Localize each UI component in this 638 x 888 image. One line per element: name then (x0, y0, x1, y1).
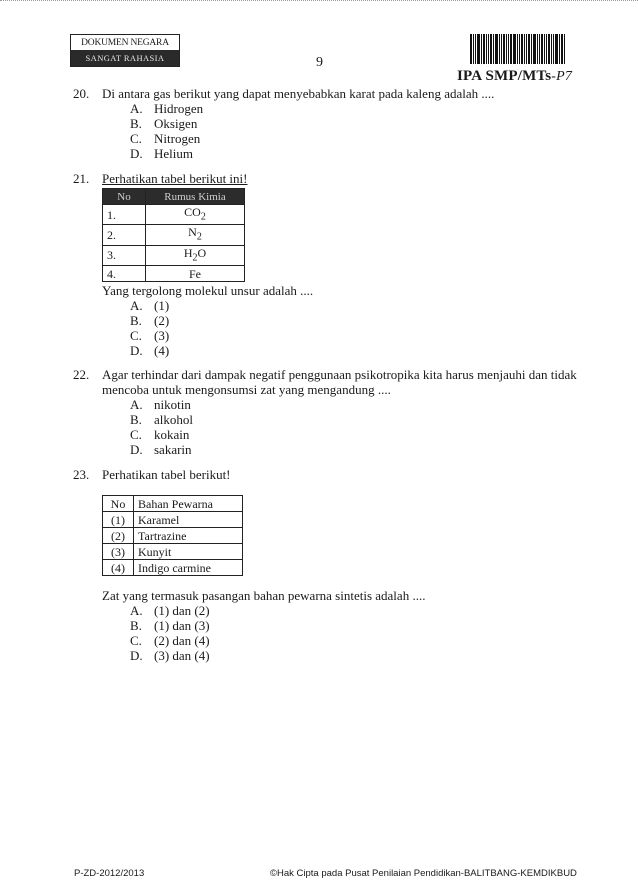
question-number: 23. (73, 467, 90, 482)
options (130, 101, 203, 161)
barcode-bar (531, 34, 532, 64)
question-stem: Yang tergolong molekul unsur adalah .... (102, 283, 314, 298)
barcode-bar (495, 34, 498, 64)
option-b: B. (1) dan (3) (130, 618, 210, 633)
question-21 (0, 171, 638, 361)
barcode-bar (517, 34, 518, 64)
barcode-bar (519, 34, 520, 64)
question-text: Perhatikan tabel berikut! (102, 467, 231, 482)
option-d: D. (3) dan (4) (130, 648, 210, 663)
footer-code: P-ZD-2012/2013 (74, 868, 145, 879)
secret-label: SANGAT RAHASIA (71, 50, 179, 66)
barcode-bar (564, 34, 565, 64)
page-top-edge (0, 0, 638, 2)
barcode-bar (533, 34, 536, 64)
document-classification-box (70, 34, 180, 67)
barcode-bar (475, 34, 476, 64)
option-a: A. nikotin (130, 397, 191, 412)
question-stem: Zat yang termasuk pasangan bahan pewarna sintetis adalah .... (102, 588, 426, 603)
doc-label: DOKUMEN NEGARA (81, 38, 169, 48)
barcode-bar (524, 34, 525, 64)
question-23 (0, 467, 638, 667)
question-number: 21. (73, 171, 90, 186)
option-a: A. Hidrogen (130, 101, 204, 116)
barcode-bar (559, 34, 560, 64)
option-c: C. kokain (130, 427, 190, 442)
table-row: 4. Fe (103, 266, 245, 282)
barcode-bar (553, 34, 554, 64)
table-row: (2) Tartrazine (103, 528, 243, 544)
barcode-bar (544, 34, 545, 64)
page-number: 9 (316, 55, 323, 70)
barcode-bar (548, 34, 550, 64)
chemical-formula-table (102, 188, 245, 282)
options (130, 603, 210, 663)
option-b: B. (2) (130, 313, 170, 328)
question-text: Di antara gas berikut yang dapat menyebabkan karat pada kaleng adalah .... (102, 86, 495, 101)
footer-copyright: ©Hak Cipta pada Pusat Penilaian Pendidikan-BALITBANG-KEMDIKBUD (270, 868, 577, 879)
barcode-bar (521, 34, 523, 64)
option-a: A. (1) (130, 298, 170, 313)
barcode-bar (473, 34, 474, 64)
table-row: (1) Karamel (103, 512, 243, 528)
table-header-formula: Rumus Kimia (146, 189, 245, 205)
option-d: D. Helium (130, 146, 193, 161)
option-d: D. sakarin (130, 442, 192, 457)
barcode-bar (546, 34, 547, 64)
barcode-bar (510, 34, 512, 64)
option-b: B. alkohol (130, 412, 193, 427)
question-20 (0, 86, 638, 166)
subject-name: IPA SMP/MTs (457, 68, 552, 84)
barcode-bar (513, 34, 516, 64)
subject-title (457, 68, 572, 85)
barcode-bar (561, 34, 563, 64)
table-row: (4) Indigo carmine (103, 560, 243, 576)
barcode-bar (541, 34, 543, 64)
barcode-bar (539, 34, 540, 64)
barcode-bar (555, 34, 558, 64)
option-a: A. (1) dan (2) (130, 603, 210, 618)
option-b: B. Oksigen (130, 116, 198, 131)
barcode-bar (501, 34, 502, 64)
barcode-bar (477, 34, 480, 64)
table-row: (3) Kunyit (103, 544, 243, 560)
barcode-bar (506, 34, 507, 64)
barcode-bar (528, 34, 530, 64)
table-header-no: No (103, 496, 134, 512)
barcode-bar (503, 34, 505, 64)
barcode-bar (526, 34, 527, 64)
option-d: D. (4) (130, 343, 170, 358)
table-row: 2. $N_2$ (103, 225, 245, 245)
options (130, 397, 193, 457)
barcode-bar (486, 34, 487, 64)
options (130, 298, 169, 358)
question-text-line-2: mencoba untuk mengonsumsi zat yang mengandung .... (102, 382, 391, 397)
option-c: C. (2) dan (4) (130, 633, 210, 648)
barcode-bar (488, 34, 489, 64)
table-header-dye: Bahan Pewarna (134, 496, 243, 512)
option-c: C. Nitrogen (130, 131, 201, 146)
question-text: Perhatikan tabel berikut ini! (102, 171, 248, 186)
barcode-bar (483, 34, 485, 64)
dye-table (102, 495, 243, 576)
barcode-bar (499, 34, 500, 64)
barcode (470, 34, 582, 64)
paper-code: -P7 (551, 69, 573, 84)
question-number: 22. (73, 367, 90, 382)
question-22 (0, 367, 638, 457)
option-c: C. (3) (130, 328, 170, 343)
barcode-bar (493, 34, 494, 64)
table-row: 3. $H_2O$ (103, 245, 245, 265)
barcode-bar (551, 34, 552, 64)
barcode-bar (508, 34, 509, 64)
question-text-line-1: Agar terhindar dari dampak negatif penggunaan psikotropika kita harus menjauhi dan tidak (102, 367, 577, 382)
barcode-bar (470, 34, 472, 64)
barcode-bar (537, 34, 538, 64)
barcode-bar (481, 34, 482, 64)
table-row: 1. $CO_2$ (103, 205, 245, 225)
question-number: 20. (73, 86, 90, 101)
table-header-no: No (103, 189, 146, 205)
barcode-bar (490, 34, 492, 64)
